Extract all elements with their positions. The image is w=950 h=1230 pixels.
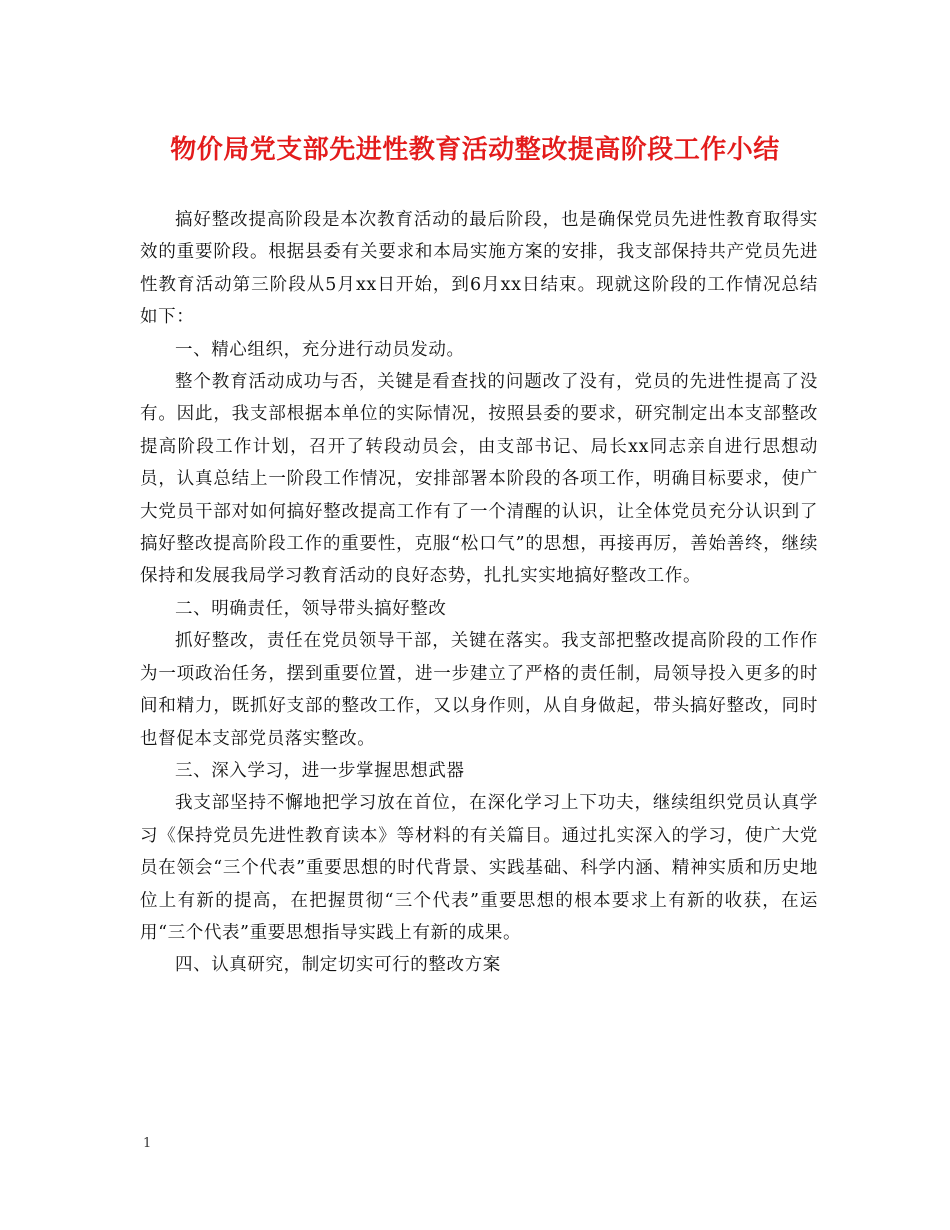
paragraph-intro: 搞好整改提高阶段是本次教育活动的最后阶段，也是确保党员先进性教育取得实效的重要阶段。根据县委有关要求和本局实施方案的安排，我支部保持共产党员先进性教育活动第三阶段从5月xx日开始，到6月xx日结束。现就这阶段的工作情况总结如下： [140,210,818,328]
section-heading-2: 二、明确责任，领导带头搞好整改 [175,598,447,619]
document-title: 物价局党支部先进性教育活动整改提高阶段工作小结 [170,135,780,165]
paragraph-section-3: 我支部坚持不懈地把学习放在首位，在深化学习上下功夫，继续组织党员认真学习《保持党员先进性教育读本》等材料的有关篇目。通过扎实深入的学习，使广大党员在领会“三个代表”重要思想的时代背景、实践基础、科学内涵、精神实质和历史地位上有新的提高，在把握贯彻“三个代表”重要思想的根本要求上有新的收获，在运用“三个代表”重要思想指导实践上有新的成果。 [140,793,818,943]
section-heading-1: 一、精心组织，充分进行动员发动。 [175,339,465,360]
paragraph-section-1: 整个教育活动成功与否，关键是看查找的问题改了没有，党员的先进性提高了没有。因此，我支部根据本单位的实际情况，按照县委的要求，研究制定出本支部整改提高阶段工作计划，召开了转段动员会，由支部书记、局长xx同志亲自进行思想动员，认真总结上一阶段工作情况，安排部署本阶段的各项工作，明确目标要求，使广大党员干部对如何搞好整改提高工作有了一个清醒的认识，让全体党员充分认识到了搞好整改提高阶段工作的重要性，克服“松口气”的思想，再接再厉，善始善终，继续保持和发展我局学习教育活动的良好态势，扎扎实实地搞好整改工作。 [140,372,818,587]
section-heading-3: 三、深入学习，进一步掌握思想武器 [175,760,465,781]
paragraph-section-2: 抓好整改，责任在党员领导干部，关键在落实。我支部把整改提高阶段的工作作为一项政治任务，摆到重要位置，进一步建立了严格的责任制，局领导投入更多的时间和精力，既抓好支部的整改工作，又以身作则，从自身做起，带头搞好整改，同时也督促本支部党员落实整改。 [140,631,818,749]
page-number: 1 [143,1136,152,1151]
section-heading-4: 四、认真研究，制定切实可行的整改方案 [175,955,501,976]
document-body [140,204,818,982]
